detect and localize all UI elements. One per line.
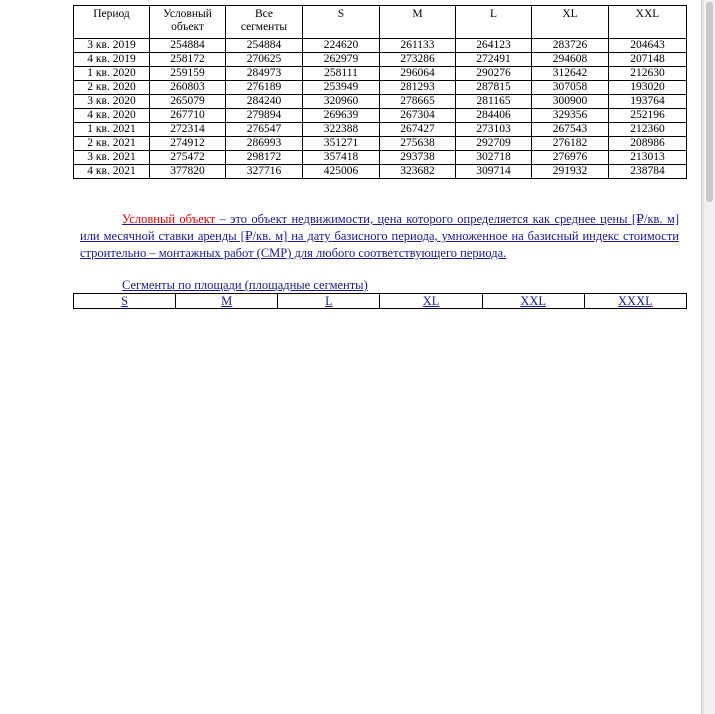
price-index-table <box>73 5 687 179</box>
value-cell: 329356 <box>532 109 609 123</box>
column-header <box>303 6 380 39</box>
segment-link-s[interactable]: S <box>74 294 176 309</box>
value-cell: 274912 <box>150 137 226 151</box>
column-header-text: сегменты <box>240 21 288 33</box>
value-cell: 302718 <box>456 151 532 165</box>
value-cell: 193020 <box>609 81 687 95</box>
value-cell: 284406 <box>456 109 532 123</box>
value-cell: 207148 <box>609 53 687 67</box>
value-cell: 273103 <box>456 123 532 137</box>
value-cell: 208986 <box>609 137 687 151</box>
value-cell: 284973 <box>226 67 303 81</box>
value-cell: 287815 <box>456 81 532 95</box>
value-cell: 307058 <box>532 81 609 95</box>
period-cell: 2 кв. 2020 <box>74 81 150 95</box>
segment-link-xxxl[interactable]: XXXL <box>584 294 686 309</box>
segment-link-l[interactable]: L <box>278 294 380 309</box>
value-cell: 275472 <box>150 151 226 165</box>
table-row <box>74 39 687 53</box>
value-cell: 291932 <box>532 165 609 179</box>
value-cell: 267304 <box>380 109 456 123</box>
value-cell: 267427 <box>380 123 456 137</box>
column-header-text: M <box>412 8 423 20</box>
value-cell: 253949 <box>303 81 380 95</box>
value-cell: 212630 <box>609 67 687 81</box>
value-cell: 290276 <box>456 67 532 81</box>
value-cell: 293738 <box>380 151 456 165</box>
table-row <box>74 81 687 95</box>
definition-term: Условный объект <box>122 212 216 226</box>
table-row <box>74 53 687 67</box>
period-cell: 3 кв. 2021 <box>74 151 150 165</box>
value-cell: 279894 <box>226 109 303 123</box>
value-cell: 261133 <box>380 39 456 53</box>
value-cell: 272491 <box>456 53 532 67</box>
value-cell: 281165 <box>456 95 532 109</box>
table-row <box>74 123 687 137</box>
table-row <box>74 109 687 123</box>
value-cell: 276976 <box>532 151 609 165</box>
value-cell: 292709 <box>456 137 532 151</box>
value-cell: 238784 <box>609 165 687 179</box>
segments-table <box>73 293 687 309</box>
period-cell: 4 кв. 2019 <box>74 53 150 67</box>
value-cell: 294608 <box>532 53 609 67</box>
value-cell: 267710 <box>150 109 226 123</box>
table-header-row <box>74 6 687 39</box>
period-cell: 2 кв. 2021 <box>74 137 150 151</box>
value-cell: 259159 <box>150 67 226 81</box>
column-header-text: S <box>337 8 345 20</box>
column-header <box>380 6 456 39</box>
value-cell: 284240 <box>226 95 303 109</box>
value-cell: 309714 <box>456 165 532 179</box>
period-cell: 3 кв. 2020 <box>74 95 150 109</box>
table-row <box>74 137 687 151</box>
value-cell: 298172 <box>226 151 303 165</box>
vertical-scrollbar[interactable] <box>703 0 715 714</box>
definition-text: – это объект недвижимости, цена которого определяется как среднее цены [₽/кв. м] или месячной ставки аренды [₽/кв. м] на дату базисного периода, умноженное на базисный индекс стоимости строительно – монтажных работ (СМР) для любого соответствующего периода. <box>80 212 680 260</box>
segments-heading[interactable]: Сегменты по площади (площадные сегменты) <box>122 278 368 292</box>
value-cell: 262979 <box>303 53 380 67</box>
value-cell: 357418 <box>303 151 380 165</box>
value-cell: 296064 <box>380 67 456 81</box>
table-row <box>74 67 687 81</box>
value-cell: 254884 <box>226 39 303 53</box>
column-header-text: L <box>489 8 498 20</box>
value-cell: 275638 <box>380 137 456 151</box>
value-cell: 278665 <box>380 95 456 109</box>
value-cell: 281293 <box>380 81 456 95</box>
column-header-text: Период <box>93 8 130 20</box>
value-cell: 312642 <box>532 67 609 81</box>
value-cell: 212360 <box>609 123 687 137</box>
column-header <box>226 6 303 39</box>
scrollbar-thumb[interactable] <box>706 2 713 202</box>
value-cell: 351271 <box>303 137 380 151</box>
column-header-text: Все <box>254 8 274 20</box>
value-cell: 320960 <box>303 95 380 109</box>
value-cell: 273286 <box>380 53 456 67</box>
value-cell: 276547 <box>226 123 303 137</box>
period-cell: 1 кв. 2021 <box>74 123 150 137</box>
period-cell: 4 кв. 2020 <box>74 109 150 123</box>
value-cell: 425006 <box>303 165 380 179</box>
value-cell: 213013 <box>609 151 687 165</box>
column-header-text: Условный <box>163 8 212 20</box>
segment-link-xxl[interactable]: XXL <box>482 294 584 309</box>
table-row <box>74 95 687 109</box>
column-header-text: XL <box>562 8 578 20</box>
period-cell: 3 кв. 2019 <box>74 39 150 53</box>
value-cell: 327716 <box>226 165 303 179</box>
column-header <box>74 6 150 39</box>
value-cell: 286993 <box>226 137 303 151</box>
value-cell: 377820 <box>150 165 226 179</box>
segment-link-m[interactable]: M <box>176 294 278 309</box>
column-header-text: XXL <box>635 8 660 20</box>
value-cell: 323682 <box>380 165 456 179</box>
value-cell: 267543 <box>532 123 609 137</box>
value-cell: 254884 <box>150 39 226 53</box>
table-body <box>74 39 687 179</box>
segment-link-xl[interactable]: XL <box>380 294 482 309</box>
value-cell: 300900 <box>532 95 609 109</box>
column-header <box>150 6 226 39</box>
value-cell: 272314 <box>150 123 226 137</box>
table-row <box>74 151 687 165</box>
column-header <box>532 6 609 39</box>
value-cell: 252196 <box>609 109 687 123</box>
period-cell: 1 кв. 2020 <box>74 67 150 81</box>
value-cell: 204643 <box>609 39 687 53</box>
value-cell: 224620 <box>303 39 380 53</box>
column-header-text: объект <box>171 21 204 33</box>
value-cell: 265079 <box>150 95 226 109</box>
definition-paragraph[interactable] <box>80 211 679 262</box>
value-cell: 276189 <box>226 81 303 95</box>
value-cell: 258111 <box>303 67 380 81</box>
value-cell: 283726 <box>532 39 609 53</box>
column-header <box>456 6 532 39</box>
segments-row <box>74 294 687 309</box>
value-cell: 269639 <box>303 109 380 123</box>
value-cell: 276182 <box>532 137 609 151</box>
table-row <box>74 165 687 179</box>
value-cell: 264123 <box>456 39 532 53</box>
column-header <box>609 6 687 39</box>
value-cell: 193764 <box>609 95 687 109</box>
period-cell: 4 кв. 2021 <box>74 165 150 179</box>
value-cell: 270625 <box>226 53 303 67</box>
value-cell: 322388 <box>303 123 380 137</box>
value-cell: 258172 <box>150 53 226 67</box>
value-cell: 260803 <box>150 81 226 95</box>
